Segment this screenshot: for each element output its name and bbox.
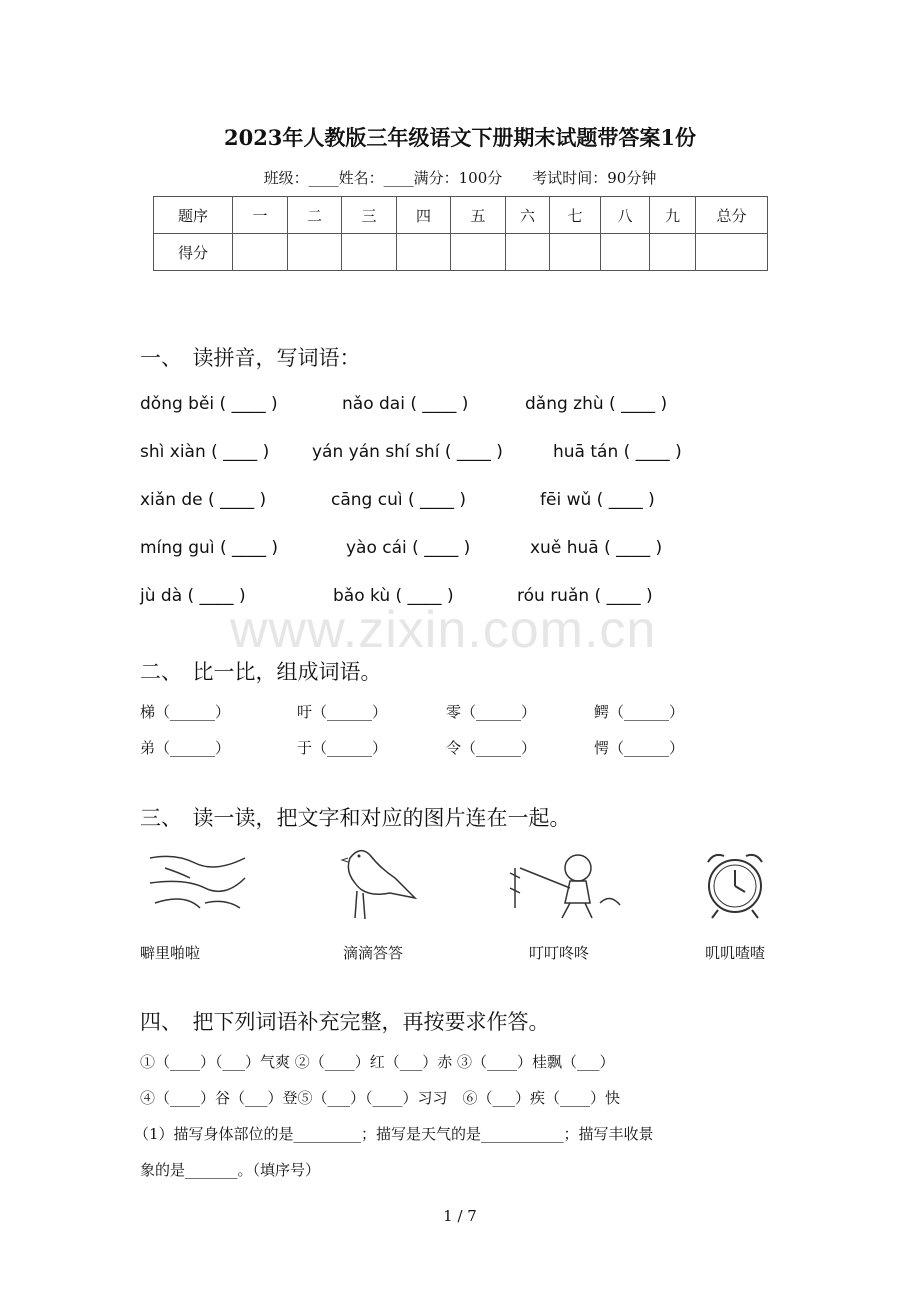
table-cell: 三: [342, 197, 397, 234]
section-2-heading: 二、 比一比，组成词语。: [140, 660, 382, 684]
question-line: 象的是_______。（填序号）: [140, 1161, 321, 1179]
idiom-line: ④（____）谷（___）登⑤（___）（____）习习 ⑥（___）疾（____）快: [140, 1089, 621, 1107]
pinyin-item: yào cái ( ____ ): [346, 538, 471, 558]
score-cell[interactable]: [288, 234, 342, 271]
picture-label[interactable]: 叽叽喳喳: [705, 944, 766, 962]
picture-label[interactable]: 噼里啪啦: [140, 944, 201, 962]
score-cell[interactable]: [397, 234, 451, 271]
compare-item: 令（______）: [446, 739, 537, 757]
table-cell: 六: [506, 197, 550, 234]
score-cell[interactable]: [233, 234, 288, 271]
idiom-line: ①（____）（___）气爽 ②（____）红（___）赤 ③（____）桂飘（___）: [140, 1053, 615, 1071]
section-3-heading: 三、 读一读，把文字和对应的图片连在一起。: [140, 806, 571, 830]
table-cell: 二: [288, 197, 342, 234]
compare-item: 零（______）: [446, 703, 537, 721]
section-4-heading: 四、 把下列词语补充完整，再按要求作答。: [140, 1010, 550, 1034]
pinyin-item: yán yán shí shí ( ____ ): [312, 442, 503, 462]
compare-item: 梯（______）: [140, 703, 231, 721]
pinyin-item: huā tán ( ____ ): [553, 442, 682, 462]
table-cell: 得分: [154, 234, 233, 271]
table-row: [154, 197, 768, 234]
table-cell: 八: [601, 197, 650, 234]
table-cell: 九: [650, 197, 696, 234]
pinyin-item: bǎo kù ( ____ ): [333, 586, 454, 606]
pinyin-item: xiǎn de ( ____ ): [140, 490, 267, 510]
pinyin-item: dǎng zhù ( ____ ): [525, 394, 668, 414]
pinyin-item: míng guì ( ____ ): [140, 538, 279, 558]
pinyin-item: cāng cuì ( ____ ): [331, 490, 467, 510]
table-cell: 五: [451, 197, 506, 234]
question-line: （1）描写身体部位的是_________；描写是天气的是___________；描写丰收景: [134, 1125, 654, 1143]
score-cell[interactable]: [650, 234, 696, 271]
river-picture[interactable]: [145, 848, 250, 918]
compare-item: 弟（______）: [140, 739, 231, 757]
bird-picture[interactable]: [335, 843, 420, 923]
score-cell[interactable]: [550, 234, 601, 271]
table-cell: 总分: [696, 197, 768, 234]
compare-item: 于（______）: [297, 739, 388, 757]
pinyin-item: róu ruǎn ( ____ ): [517, 586, 653, 606]
compare-item: 愕（______）: [594, 739, 685, 757]
table-cell: 题序: [154, 197, 233, 234]
pinyin-item: dǒng běi ( ____ ): [140, 394, 278, 414]
alarm-clock-picture[interactable]: [700, 848, 770, 923]
picture-label[interactable]: 滴滴答答: [343, 944, 404, 962]
score-cell[interactable]: [506, 234, 550, 271]
pinyin-item: fēi wǔ ( ____ ): [540, 490, 655, 510]
pinyin-item: xuě huā ( ____ ): [530, 538, 663, 558]
table-row: [154, 234, 768, 271]
compare-item: 吁（______）: [297, 703, 388, 721]
page-number: 1 / 7: [443, 1207, 477, 1225]
page-title: 2023年人教版三年级语文下册期末试题带答案1份: [223, 125, 697, 150]
table-cell: 一: [233, 197, 288, 234]
pinyin-item: nǎo dai ( ____ ): [342, 394, 469, 414]
pinyin-item: jù dà ( ____ ): [140, 586, 246, 606]
exam-info: 班级：____姓名：____满分：100分 考试时间：90分钟: [263, 169, 657, 187]
pinyin-item: shì xiàn ( ____ ): [140, 442, 270, 462]
watermark: www.zixin.com.cn: [230, 601, 657, 659]
score-cell[interactable]: [451, 234, 506, 271]
section-1-heading: 一、 读拼音，写词语：: [140, 346, 361, 370]
table-cell: 七: [550, 197, 601, 234]
table-cell: 四: [397, 197, 451, 234]
compare-item: 鳄（______）: [594, 703, 685, 721]
score-cell[interactable]: [601, 234, 650, 271]
firecracker-boy-picture[interactable]: [500, 843, 625, 923]
score-cell[interactable]: [342, 234, 397, 271]
score-table: [153, 196, 768, 271]
score-cell[interactable]: [696, 234, 768, 271]
picture-label[interactable]: 叮叮咚咚: [529, 944, 590, 962]
